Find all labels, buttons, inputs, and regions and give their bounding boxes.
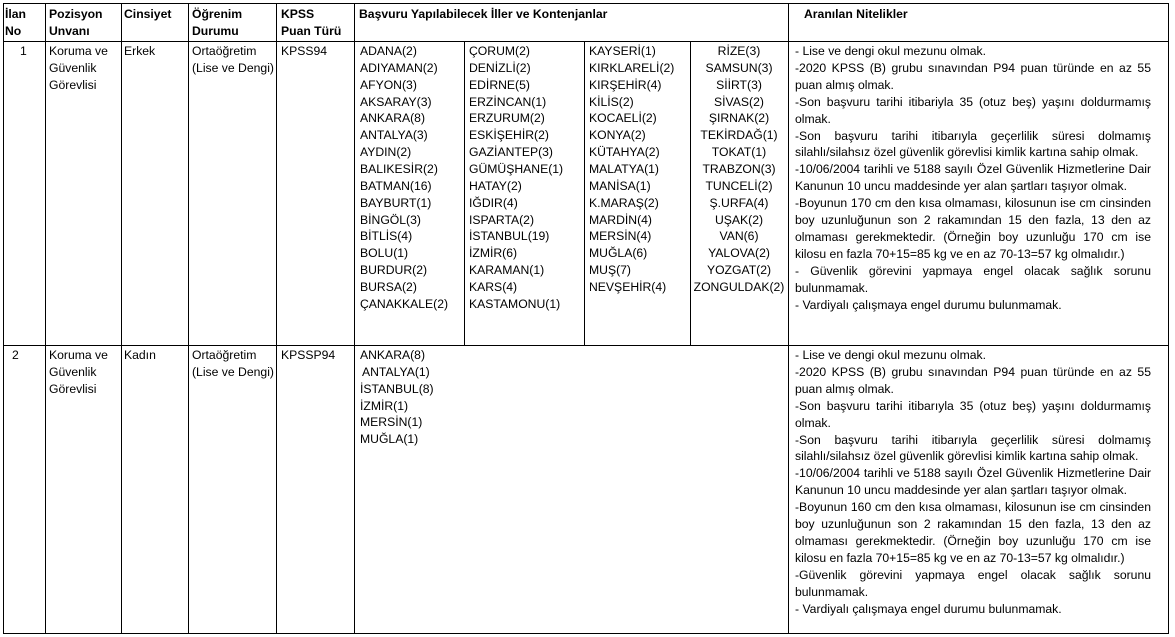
list-item: KIRKLARELİ(2) [589, 60, 675, 75]
list-item: ANKARA(8) [360, 111, 426, 126]
list-item: ZONGULDAK(2) [693, 279, 785, 294]
list-item: - Güvenlik görevini yapmaya engel olacak sağlık sorunu bulunmamak. [795, 263, 1151, 295]
list-item: ADANA(2) [360, 44, 417, 58]
list-item: MERSİN(1) [360, 415, 423, 430]
grid-line [276, 3, 277, 634]
list-item: -2020 KPSS (B) grubu sınavından P94 puan türünde en az 55 puan almış olmak. [795, 60, 1151, 92]
list-item: K.MARAŞ(2) [589, 195, 659, 210]
list-item: BURDUR(2) [360, 263, 428, 278]
list-item: İSTANBUL(19) [469, 229, 550, 244]
list-item: İZMİR(6) [469, 246, 518, 261]
list-item: KONYA(2) [589, 128, 646, 143]
list-item: -Son başvuru tarihi itibarıyla geçerlilik süresi dolmamış silahlı/silahsız özel güvenlik görevlisi kimlik kartına sahip olmak. [795, 432, 1151, 464]
list-item: AFYON(3) [360, 77, 417, 92]
list-item: TUNCELİ(2) [705, 178, 773, 193]
list-item: HATAY(2) [469, 178, 522, 193]
list-item: ÇANAKKALE(2) [360, 296, 449, 311]
grid-line [188, 3, 189, 634]
header-ogrenim-durumu: Öğrenim Durumu [192, 7, 243, 38]
list-item: ISPARTA(2) [469, 212, 535, 227]
list-item: BİNGÖL(3) [360, 212, 421, 227]
header-basvuru-illeri: Başvuru Yapılabilecek İller ve Kontenjanlar [359, 7, 608, 21]
list-item: - Lise ve dengi okul mezunu olmak. [795, 44, 987, 58]
list-item: AYDIN(2) [360, 145, 412, 160]
header-ilan-no: İlan No [5, 7, 26, 38]
nitelikler-list [795, 43, 1151, 314]
ogrenim-durumu: Ortaöğretim (Lise ve Dengi) [192, 348, 274, 379]
list-item: ESKİŞEHİR(2) [469, 128, 549, 143]
list-item: UŞAK(2) [714, 212, 764, 227]
header-kpss-puan-turu: KPSS Puan Türü [281, 7, 342, 38]
list-item: MERSİN(4) [589, 229, 652, 244]
list-item: MANİSA(1) [589, 178, 651, 193]
grid-line [584, 41, 585, 345]
grid-line [45, 3, 46, 634]
list-item: -Boyunun 160 cm den kısa olmaması, kilosunun ise cm cinsinden boy uzunluğunun son 2 rakamından 15 den fazla, 13 den az olmaması gerekmektedir. (Örneğin boy uzunluğu 170 cm ise kilosu en fazla 70+15=85 kg ve en az 70-13=57 kg olmalıdır.) [795, 500, 1151, 565]
list-item: - Lise ve dengi okul mezunu olmak. [795, 348, 987, 362]
grid-line [121, 3, 122, 634]
list-item: ANTALYA(3) [360, 128, 428, 143]
list-item: ÇORUM(2) [469, 44, 530, 58]
kpss-puan-turu: KPSS94 [281, 44, 328, 58]
list-item: -10/06/2004 tarihli ve 5188 sayılı Özel Güvenlik Hizmetlerine Dair Kanunun 10 uncu maddesinde yer alan şartları taşıyor olmak. [795, 466, 1151, 498]
grid-line [3, 3, 4, 634]
grid-line [1168, 3, 1169, 634]
cinsiyet: Kadın [124, 348, 156, 362]
list-item: -Son başvuru tarihi itibariyla 35 (otuz beş) yaşını doldurmamış olmak. [795, 94, 1151, 126]
list-item: KASTAMONU(1) [469, 296, 561, 311]
ilan-no: 1 [20, 44, 27, 58]
list-item: NEVŞEHİR(4) [589, 279, 667, 294]
list-item: TEKİRDAĞ(1) [700, 128, 778, 143]
list-item: TRABZON(3) [702, 161, 776, 176]
list-item: ANTALYA(1) [362, 364, 430, 379]
list-item: SAMSUN(3) [705, 60, 773, 75]
list-item: GÜMÜŞHANE(1) [469, 161, 564, 176]
list-item: -Son başvuru tarihi itibarıyla geçerlilik süresi dolmamış silahlı/silahsız özel güvenlik görevlisi kimlik kartına sahip olmak. [795, 128, 1151, 160]
list-item: YOZGAT(2) [706, 263, 772, 278]
list-item: KÜTAHYA(2) [589, 145, 660, 160]
list-item: - Vardiyalı çalışmaya engel durumu bulunmamak. [795, 601, 1062, 616]
list-item: BOLU(1) [360, 246, 409, 261]
list-item: BAYBURT(1) [360, 195, 432, 210]
list-item: ERZİNCAN(1) [469, 94, 547, 109]
header-aranilan-nitelikler: Aranılan Nitelikler [804, 7, 908, 21]
grid-line [3, 345, 1169, 346]
list-item: BATMAN(16) [360, 178, 432, 193]
list-item: -Son başvuru tarihi itibarıyla 35 (otuz beş) yaşını doldurmamış olmak. [795, 398, 1151, 430]
list-item: TOKAT(1) [711, 145, 767, 160]
list-item: KARS(4) [469, 279, 518, 294]
list-item: MUĞLA(6) [589, 246, 648, 261]
grid-line [354, 3, 355, 634]
list-item: İZMİR(1) [360, 398, 409, 413]
list-item: ERZURUM(2) [469, 111, 545, 126]
list-item: MUŞ(7) [589, 263, 631, 278]
list-item: ADIYAMAN(2) [360, 60, 438, 75]
grid-line [3, 3, 1169, 4]
list-item: -2020 KPSS (B) grubu sınavından P94 puan türünde en az 55 puan almış olmak. [795, 364, 1151, 396]
list-item: KAYSERİ(1) [589, 44, 656, 58]
list-item: IĞDIR(4) [469, 195, 518, 210]
list-item: BİTLİS(4) [360, 229, 413, 244]
list-item: RİZE(3) [717, 44, 761, 58]
pozisyon-unvani: Koruma ve Güvenlik Görevlisi [49, 44, 108, 92]
list-item: GAZİANTEP(3) [469, 145, 553, 160]
list-item: VAN(6) [719, 229, 759, 244]
list-item: İSTANBUL(8) [360, 381, 434, 396]
kpss-puan-turu: KPSSP94 [281, 348, 336, 362]
header-pozisyon-unvani: Pozisyon Unvanı [49, 7, 103, 38]
list-item: KOCAELİ(2) [589, 111, 657, 126]
list-item: -Güvenlik görevini yapmaya engel olacak sağlık sorunu bulunmamak. [795, 567, 1151, 599]
list-item: YALOVA(2) [708, 246, 770, 261]
list-item: MALATYA(1) [589, 161, 659, 176]
list-item: BURSA(2) [360, 279, 417, 294]
list-item: ŞIRNAK(2) [708, 111, 770, 126]
list-item: DENİZLİ(2) [469, 60, 531, 75]
ilan-no: 2 [12, 348, 19, 362]
list-item: SİİRT(3) [716, 77, 762, 92]
pozisyon-unvani: Koruma ve Güvenlik Görevlisi [49, 348, 108, 396]
list-item: -Boyunun 170 cm den kısa olmaması, kilosunun ise cm cinsinden boy uzunluğunun son 2 rakamından 15 den fazla, 13 den az olmaması gerekmektedir. (Örneğin boy uzunluğu 170 cm ise kilosu en fazla 70+15=85 kg ve en az 70-13=57 kg olmalıdır.) [795, 196, 1151, 261]
ogrenim-durumu: Ortaöğretim (Lise ve Dengi) [192, 44, 274, 75]
list-item: ANKARA(8) [360, 348, 426, 362]
grid-line [788, 3, 789, 634]
grid-line [3, 633, 1169, 634]
list-item: KIRŞEHİR(4) [589, 77, 662, 92]
list-item: AKSARAY(3) [360, 94, 432, 109]
grid-line [464, 41, 465, 345]
grid-line [690, 41, 691, 345]
list-item: MUĞLA(1) [360, 432, 419, 447]
list-item: Ş.URFA(4) [709, 195, 769, 210]
list-item: MARDİN(4) [589, 212, 652, 227]
list-item: KARAMAN(1) [469, 263, 545, 278]
header-cinsiyet: Cinsiyet [124, 7, 172, 21]
list-item: SİVAS(2) [714, 94, 764, 109]
grid-line [3, 41, 1169, 42]
list-item: -10/06/2004 tarihli ve 5188 sayılı Özel Güvenlik Hizmetlerine Dair Kanunun 10 uncu maddesinde yer alan şartları taşıyor olmak. [795, 162, 1151, 194]
list-item: EDİRNE(5) [469, 77, 530, 92]
list-item: - Vardiyalı çalışmaya engel durumu bulunmamak. [795, 297, 1062, 312]
cinsiyet: Erkek [124, 44, 156, 58]
list-item: BALIKESİR(2) [360, 161, 438, 176]
list-item: KİLİS(2) [589, 94, 634, 109]
nitelikler-list [795, 347, 1151, 618]
